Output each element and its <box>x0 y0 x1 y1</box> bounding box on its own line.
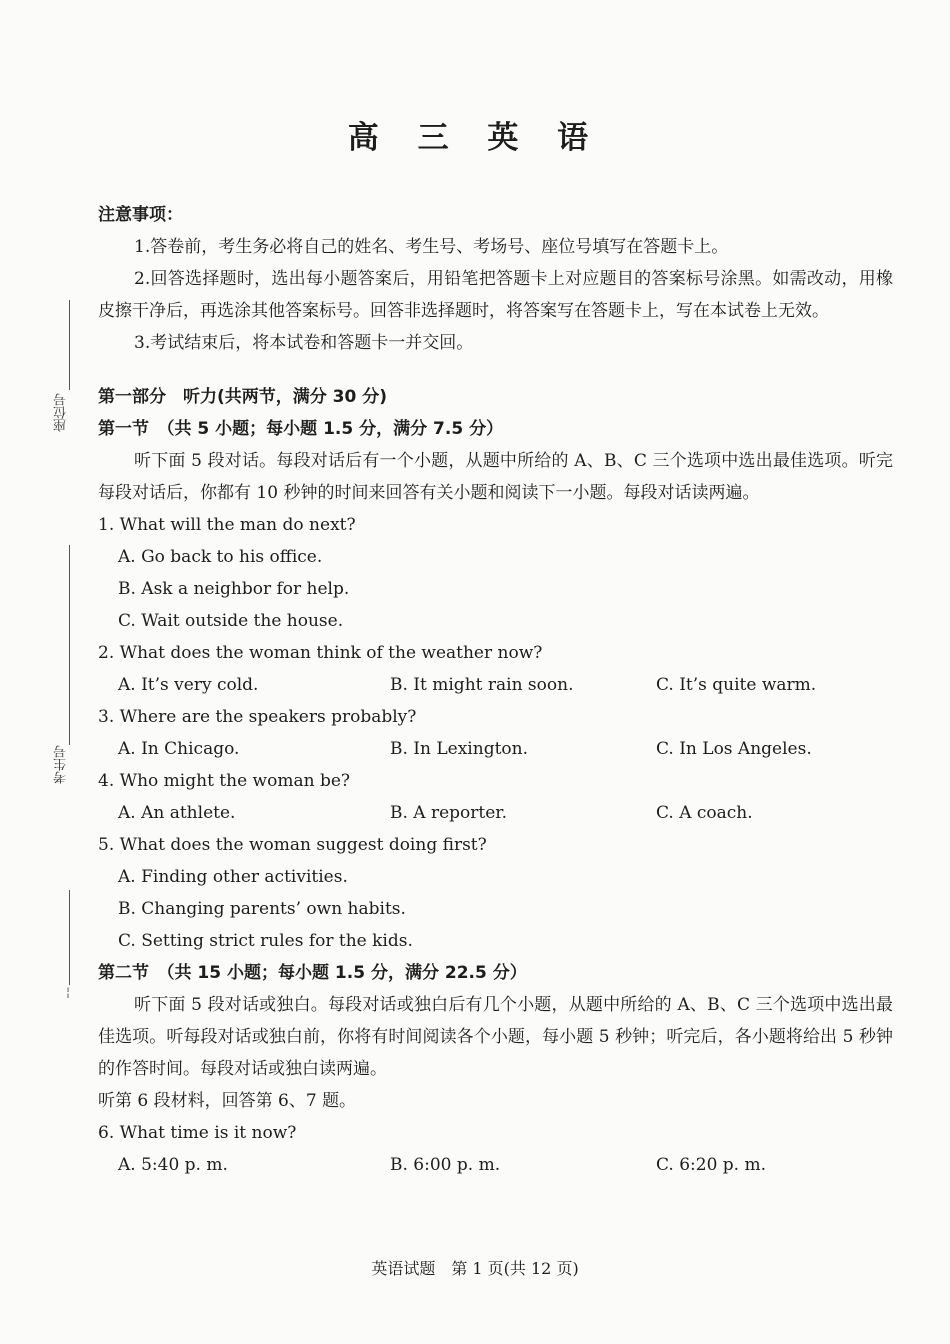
q1-option-b: B. Ask a neighbor for help. <box>118 579 350 599</box>
question-2: 2. What does the woman think of the weather now? <box>98 643 543 663</box>
q6-options <box>98 1149 893 1181</box>
q2-option-a: A. It’s very cold. <box>118 675 259 695</box>
q4-option-b: B. A reporter. <box>390 803 507 823</box>
q3-options <box>98 733 893 765</box>
page-title: 高 三 英 语 <box>347 120 603 156</box>
q6-option-b: B. 6:00 p. m. <box>390 1155 501 1175</box>
section2-heading: 第二节 （共 15 小题；每小题 1.5 分，满分 22.5 分） <box>98 963 527 983</box>
question-6: 6. What time is it now? <box>98 1123 297 1143</box>
q4-options <box>98 797 893 829</box>
exam-number-label: 考生号 <box>54 745 69 784</box>
q3-option-c: C. In Los Angeles. <box>656 739 812 759</box>
q4-option-a: A. An athlete. <box>118 803 236 823</box>
q4-option-c: C. A coach. <box>656 803 753 823</box>
question-1: 1. What will the man do next? <box>98 515 356 535</box>
q2-option-b: B. It might rain soon. <box>390 675 574 695</box>
q1-option-a: A. Go back to his office. <box>118 547 323 567</box>
q3-option-a: A. In Chicago. <box>118 739 240 759</box>
q5-option-a: A. Finding other activities. <box>118 867 348 887</box>
q1-option-c: C. Wait outside the house. <box>118 611 344 631</box>
binding-line-middle <box>69 545 70 745</box>
section1-instructions: 听下面 5 段对话。每段对话后有一个小题，从题中所给的 A、B、C 三个选项中选出最佳选项。听完每段对话后，你都有 10 秒钟的时间来回答有关小题和阅读下一小题。每段对话读两遍。 <box>98 451 893 503</box>
section2-instructions: 听下面 5 段对话或独白。每段对话或独白后有几个小题，从题中所给的 A、B、C 三个选项中选出最佳选项。听每段对话或独白前，你将有时间阅读各个小题，每小题 5 秒钟；听完后，各小题将给出 5 秒钟的作答时间。每段对话或独白读两遍。 <box>98 995 893 1079</box>
notice-item-2: 2.回答选择题时，选出每小题答案后，用铅笔把答题卡上对应题目的答案标号涂黑。如需改动，用橡皮擦干净后，再选涂其他答案标号。回答非选择题时，将答案写在答题卡上，写在本试卷上无效。 <box>98 269 893 321</box>
exam-content <box>98 199 893 1181</box>
binding-line-top <box>69 300 70 390</box>
seat-number-label: 座位号 <box>54 393 69 432</box>
q5-option-b: B. Changing parents’ own habits. <box>118 899 406 919</box>
binding-line-bottom <box>69 890 70 985</box>
binding-tick: ¦ <box>66 985 71 999</box>
q6-option-c: C. 6:20 p. m. <box>656 1155 767 1175</box>
question-3: 3. Where are the speakers probably? <box>98 707 417 727</box>
q2-option-c: C. It’s quite warm. <box>656 675 817 695</box>
question-5: 5. What does the woman suggest doing first? <box>98 835 487 855</box>
notice-item-1: 1.答卷前，考生务必将自己的姓名、考生号、考场号、座位号填写在答题卡上。 <box>134 237 729 257</box>
q5-option-c: C. Setting strict rules for the kids. <box>118 931 413 951</box>
q6-option-a: A. 5:40 p. m. <box>118 1155 228 1175</box>
question-4: 4. Who might the woman be? <box>98 771 351 791</box>
notice-heading: 注意事项： <box>98 205 183 225</box>
page-footer: 英语试题 第 1 页(共 12 页) <box>371 1259 579 1278</box>
q3-option-b: B. In Lexington. <box>390 739 528 759</box>
q2-options <box>98 669 893 701</box>
section1-heading: 第一节 （共 5 小题；每小题 1.5 分，满分 7.5 分） <box>98 419 504 439</box>
notice-item-3: 3.考试结束后，将本试卷和答题卡一并交回。 <box>134 333 474 353</box>
part1-heading: 第一部分 听力(共两节，满分 30 分) <box>98 387 388 407</box>
material-note: 听第 6 段材料，回答第 6、7 题。 <box>98 1091 357 1111</box>
